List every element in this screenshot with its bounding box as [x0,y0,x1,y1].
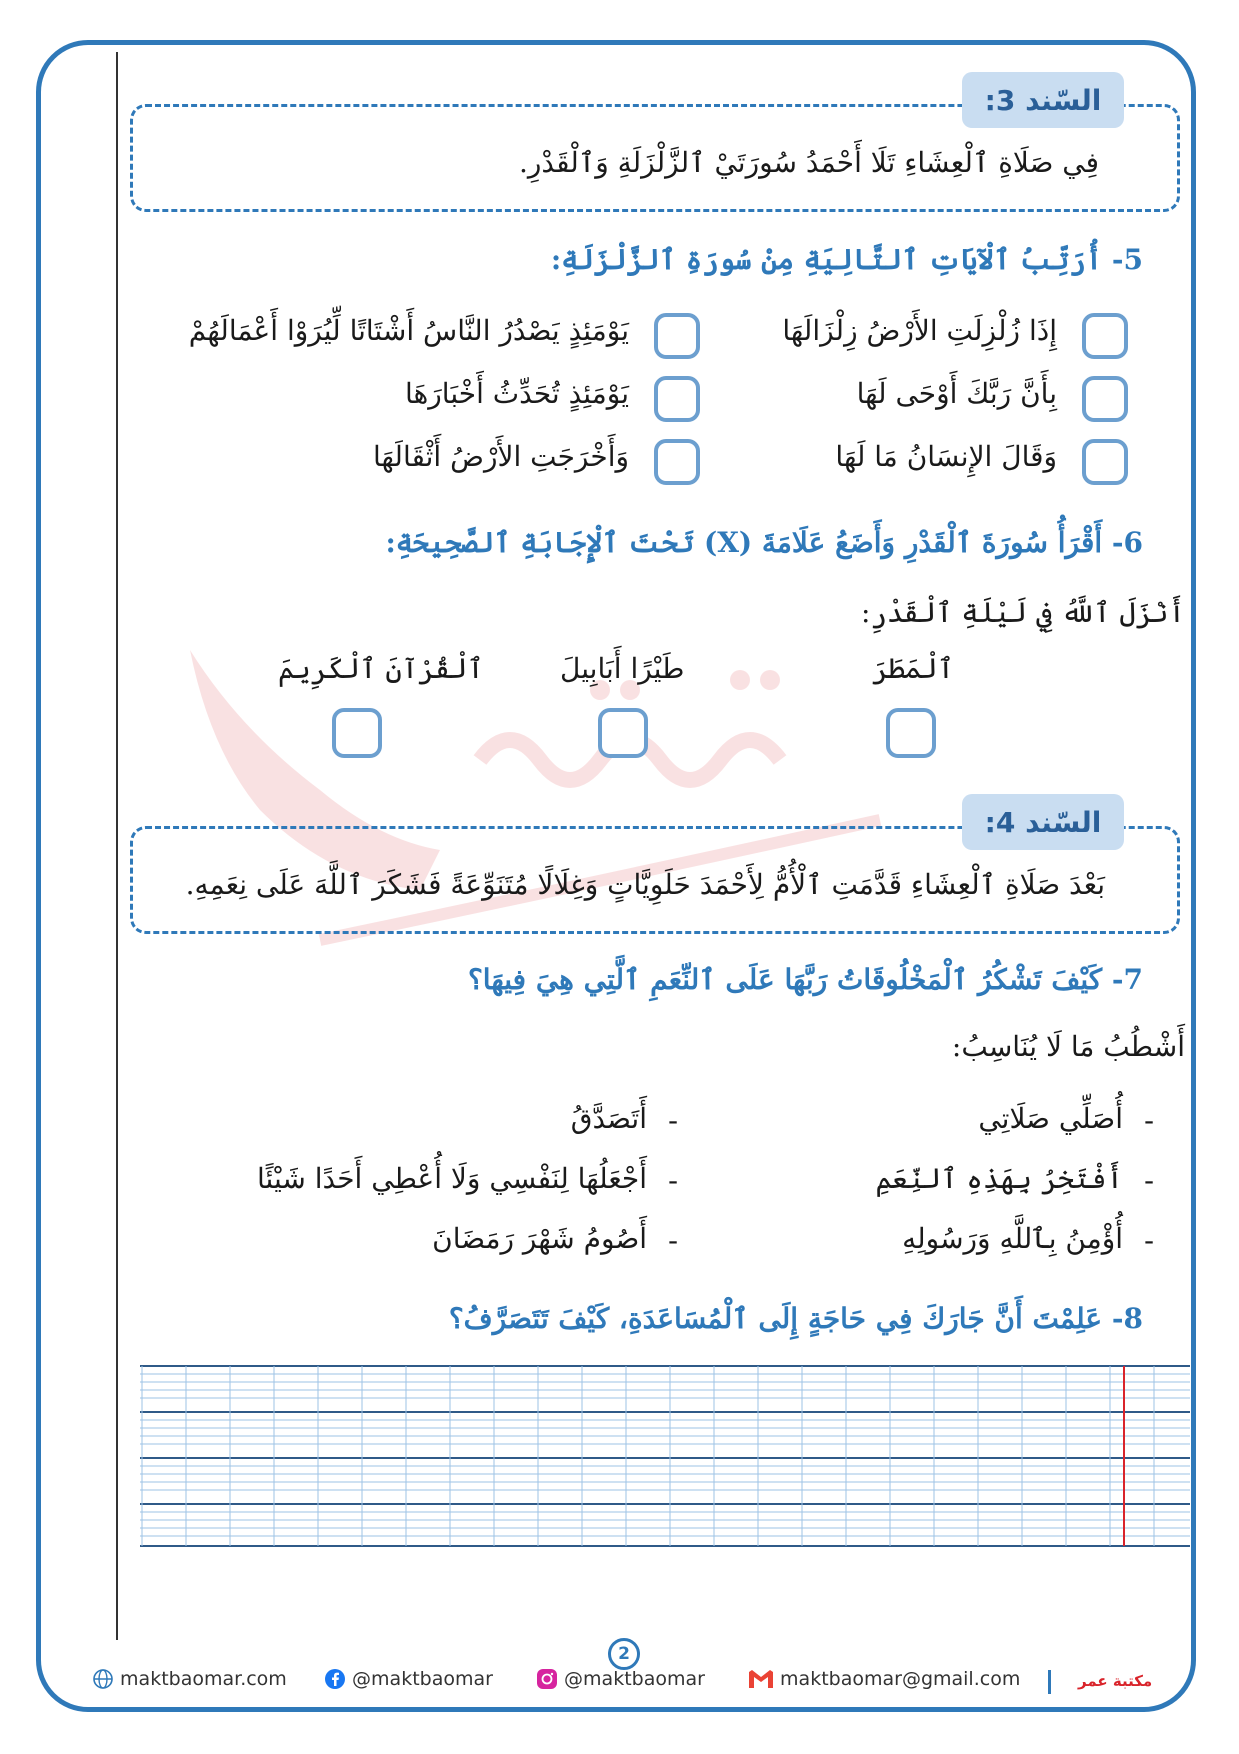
q7-dash-5: - [1144,1224,1155,1257]
q5-checkbox-5[interactable] [1082,439,1128,485]
q7-dash-3: - [1144,1164,1155,1197]
website-text: maktbaomar.com [120,1668,287,1690]
question-7-title: 7- كَيْفَ تَشْكُرُ ٱلْمَخْلُوقَاتُ رَبَّهَا عَلَى ٱلنِّعَمِ ٱلَّتِي هِيَ فِيهَا؟ [467,963,1143,996]
q6-prompt: أَنْزَلَ ٱللَّهُ فِي لَيْلَةِ ٱلْقَدْرِ: [861,596,1185,629]
footer-instagram[interactable] [536,1668,705,1690]
q5-checkbox-1[interactable] [1082,313,1128,359]
writing-grid[interactable] [140,1362,1190,1548]
q5-item-2: يَوْمَئِذٍ يَصْدُرُ النَّاسُ أَشْتَاتًا لِّيُرَوْا أَعْمَالَهُمْ [188,314,629,347]
instagram-text: @maktbaomar [564,1668,705,1690]
question-6-title: 6- أَقْرَأُ سُورَةَ ٱلْقَدْرِ وَأَضَعُ عَلَامَةَ (X) تَحْتَ ٱلْإِجَابَةِ ٱلصَّحِيحَةِ: [385,526,1143,559]
sanad-3-label: السّند 3: [962,72,1124,128]
q6-option-1: ٱلْمَطَرَ [872,652,955,685]
q7-item-4[interactable]: أَجْعَلُهَا لِنَفْسِي وَلَا أُعْطِي أَحَدًا شَيْئًا [256,1162,647,1195]
q7-dash-1: - [1144,1104,1155,1137]
margin-line [116,52,118,1640]
page-number: 2 [608,1638,640,1670]
q7-dash-6: - [668,1224,679,1257]
q7-item-1[interactable]: أُصَلِّي صَلَاتِي [978,1102,1123,1135]
q5-item-5: وَقَالَ الإِنسَانُ مَا لَهَا [835,440,1057,473]
logo-text: مكتبة عمر [1078,1672,1153,1690]
q6-checkbox-2[interactable] [598,708,648,758]
q7-dash-2: - [668,1104,679,1137]
sanad-4-label: السّند 4: [962,794,1124,850]
footer-separator [1048,1670,1051,1694]
q7-item-3[interactable]: أَفْتَخِرُ بِهَذِهِ ٱلنِّعَمِ [875,1162,1123,1195]
q7-dash-4: - [668,1164,679,1197]
q5-item-3: بِأَنَّ رَبَّكَ أَوْحَى لَهَا [856,377,1057,410]
q7-item-2[interactable]: أَتَصَدَّقُ [570,1102,647,1135]
q7-item-6[interactable]: أَصُومُ شَهْرَ رَمَضَانَ [432,1222,647,1255]
footer-email[interactable] [748,1668,1020,1690]
footer-facebook[interactable] [324,1668,493,1690]
q5-item-1: إِذَا زُلْزِلَتِ الأَرْضُ زِلْزَالَهَا [782,314,1057,347]
sanad-3-text: فِي صَلَاةِ ٱلْعِشَاءِ تَلَا أَحْمَدُ سُورَتَيْ ٱلزَّلْزَلَةِ وَٱلْقَدْرِ. [518,146,1099,179]
footer-website[interactable] [92,1668,287,1690]
q6-option-2: طَيْرًا أَبَابِيلَ [560,652,685,685]
q7-item-5[interactable]: أُؤْمِنُ بِٱللَّهِ وَرَسُولِهِ [902,1222,1123,1255]
facebook-icon [324,1668,346,1690]
gmail-icon [748,1669,774,1689]
q5-item-6: وَأَخْرَجَتِ الأَرْضُ أَثْقَالَهَا [372,440,629,473]
email-text: maktbaomar@gmail.com [780,1668,1021,1690]
q5-item-4: يَوْمَئِذٍ تُحَدِّثُ أَخْبَارَهَا [404,377,629,410]
footer-logo [1078,1672,1152,1690]
q6-option-3: ٱلْقُرْآنَ ٱلْكَرِيمَ [278,652,484,685]
instagram-icon [536,1668,558,1690]
q6-checkbox-1[interactable] [886,708,936,758]
q5-checkbox-4[interactable] [654,376,700,422]
question-8-title: 8- عَلِمْتَ أَنَّ جَارَكَ فِي حَاجَةٍ إِلَى ٱلْمُسَاعَدَةِ، كَيْفَ تَتَصَرَّفُ؟ [448,1302,1143,1335]
q5-checkbox-3[interactable] [1082,376,1128,422]
globe-icon [92,1668,114,1690]
q5-checkbox-6[interactable] [654,439,700,485]
sanad-4-text: بَعْدَ صَلَاةِ ٱلْعِشَاءِ قَدَّمَتِ ٱلْأُمُّ لِأَحْمَدَ حَلَوِيَّاتٍ وَغِلَالًا مُتَنَوِّعَةً فَشَكَرَ ٱللَّهَ عَلَى نِعَمِهِ. [185,868,1105,901]
facebook-text: @maktbaomar [352,1668,493,1690]
q6-checkbox-3[interactable] [332,708,382,758]
q7-instruction: أَشْطُبُ مَا لَا يُنَاسِبُ: [951,1030,1185,1063]
q5-checkbox-2[interactable] [654,313,700,359]
question-5-title: 5- أُرَتِّبُ ٱلْآيَاتِ ٱلتَّالِيَةِ مِنْ سُورَةِ ٱلزَّلْزَلَةِ: [550,243,1143,276]
